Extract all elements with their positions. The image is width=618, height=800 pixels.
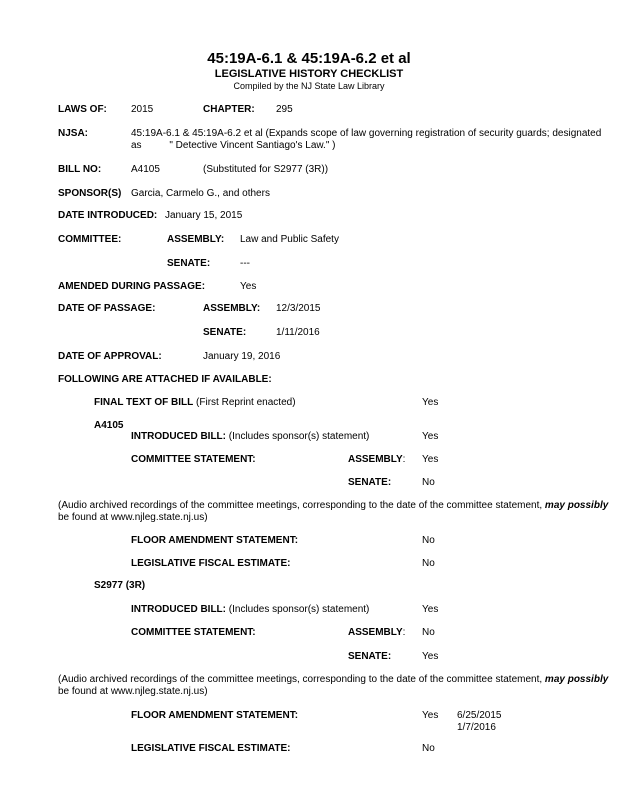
njsa-label: NJSA:	[58, 128, 89, 139]
njsa-line1: 45:19A-6.1 & 45:19A-6.2 et al (Expands scope of law governing registration of security guards; designated	[131, 128, 602, 139]
date-introduced-label: DATE INTRODUCED:	[58, 210, 158, 221]
bill-no-value: A4105	[131, 164, 160, 175]
a4105-floor-value: No	[422, 535, 435, 546]
s2977-fiscal-value: No	[422, 743, 435, 754]
a4105-senate-label: SENATE:	[348, 477, 392, 488]
a4105-assembly-label: ASSEMBLY	[348, 454, 403, 465]
final-text-row	[94, 397, 296, 409]
committee-senate-label: SENATE:	[167, 258, 211, 269]
s2977-introduced-row	[131, 604, 369, 616]
committee-senate-value: ---	[240, 258, 250, 269]
a4105-audio-note-line1	[58, 500, 608, 512]
s2977-introduced-note: (Includes sponsor(s) statement)	[228, 604, 370, 615]
s2977-senate-value: Yes	[422, 651, 439, 662]
s2977-audio-emphasis: may possibly	[544, 674, 609, 685]
s2977-floor-label: FLOOR AMENDMENT STATEMENT:	[131, 710, 299, 721]
a4105-introduced-label: INTRODUCED BILL:	[131, 431, 226, 442]
s2977-audio-note-line1	[58, 674, 608, 686]
s2977-assembly-value: No	[422, 627, 435, 638]
amended-value: Yes	[240, 281, 257, 292]
page-subtitle: LEGISLATIVE HISTORY CHECKLIST	[214, 68, 404, 80]
a4105-committee-label: COMMITTEE STATEMENT:	[131, 454, 256, 465]
passage-senate-label: SENATE:	[203, 327, 247, 338]
amended-label: AMENDED DURING PASSAGE:	[58, 281, 206, 292]
chapter-value: 295	[276, 104, 293, 115]
a4105-audio-note-line2: be found at www.njleg.state.nj.us)	[58, 512, 208, 523]
laws-of-label: LAWS OF:	[58, 104, 107, 115]
s2977-floor-date-2: 1/7/2016	[457, 722, 496, 733]
a4105-senate-value: No	[422, 477, 435, 488]
page-title: 45:19A-6.1 & 45:19A-6.2 et al	[207, 50, 411, 67]
s2977-introduced-value: Yes	[422, 604, 439, 615]
bill-substituted: (Substituted for S2977 (3R))	[203, 164, 329, 175]
passage-senate-value: 1/11/2016	[276, 327, 320, 338]
njsa-line2: as " Detective Vincent Santiago's Law." )	[131, 140, 336, 151]
s2977-fiscal-label: LEGISLATIVE FISCAL ESTIMATE:	[131, 743, 291, 754]
s2977-assembly-label: ASSEMBLY	[348, 627, 403, 638]
s2977-floor-date-1: 6/25/2015	[457, 710, 502, 721]
a4105-audio-emphasis: may possibly	[544, 500, 609, 511]
final-text-note: (First Reprint enacted)	[196, 397, 296, 408]
passage-assembly-label: ASSEMBLY:	[203, 303, 261, 314]
bill-no-label: BILL NO:	[58, 164, 102, 175]
committee-assembly-value: Law and Public Safety	[240, 234, 339, 245]
s2977-committee-label: COMMITTEE STATEMENT:	[131, 627, 256, 638]
s2977-assembly-row: ASSEMBLY:	[348, 627, 406, 638]
s2977-introduced-label: INTRODUCED BILL:	[131, 604, 226, 615]
s2977-audio-text: (Audio archived recordings of the committee meetings, corresponding to the date of the committee statement,	[58, 674, 543, 685]
passage-label: DATE OF PASSAGE:	[58, 303, 156, 314]
laws-of-value: 2015	[131, 104, 154, 115]
committee-label: COMMITTEE:	[58, 234, 122, 245]
s2977-floor-value: Yes	[422, 710, 439, 721]
a4105-heading: A4105	[94, 420, 124, 431]
a4105-audio-text: (Audio archived recordings of the committee meetings, corresponding to the date of the committee statement,	[58, 500, 543, 511]
a4105-introduced-note: (Includes sponsor(s) statement)	[228, 431, 370, 442]
approval-label: DATE OF APPROVAL:	[58, 351, 162, 362]
a4105-assembly-value: Yes	[422, 454, 439, 465]
a4105-fiscal-value: No	[422, 558, 435, 569]
final-text-label: FINAL TEXT OF BILL	[94, 397, 194, 408]
sponsors-value: Garcia, Carmelo G., and others	[131, 188, 270, 199]
chapter-label: CHAPTER:	[203, 104, 255, 115]
s2977-senate-label: SENATE:	[348, 651, 392, 662]
a4105-assembly-row: ASSEMBLY:	[348, 454, 406, 465]
a4105-introduced-value: Yes	[422, 431, 439, 442]
a4105-fiscal-label: LEGISLATIVE FISCAL ESTIMATE:	[131, 558, 291, 569]
sponsors-label: SPONSOR(S)	[58, 188, 122, 199]
attached-heading: FOLLOWING ARE ATTACHED IF AVAILABLE:	[58, 374, 272, 385]
committee-assembly-label: ASSEMBLY:	[167, 234, 225, 245]
a4105-introduced-row	[131, 431, 369, 443]
a4105-floor-label: FLOOR AMENDMENT STATEMENT:	[131, 535, 299, 546]
final-text-value: Yes	[422, 397, 439, 408]
compiled-by: Compiled by the NJ State Law Library	[233, 81, 385, 91]
s2977-heading: S2977 (3R)	[94, 580, 146, 591]
approval-value: January 19, 2016	[203, 351, 281, 362]
passage-assembly-value: 12/3/2015	[276, 303, 321, 314]
date-introduced-value: January 15, 2015	[165, 210, 243, 221]
s2977-audio-note-line2: be found at www.njleg.state.nj.us)	[58, 686, 208, 697]
